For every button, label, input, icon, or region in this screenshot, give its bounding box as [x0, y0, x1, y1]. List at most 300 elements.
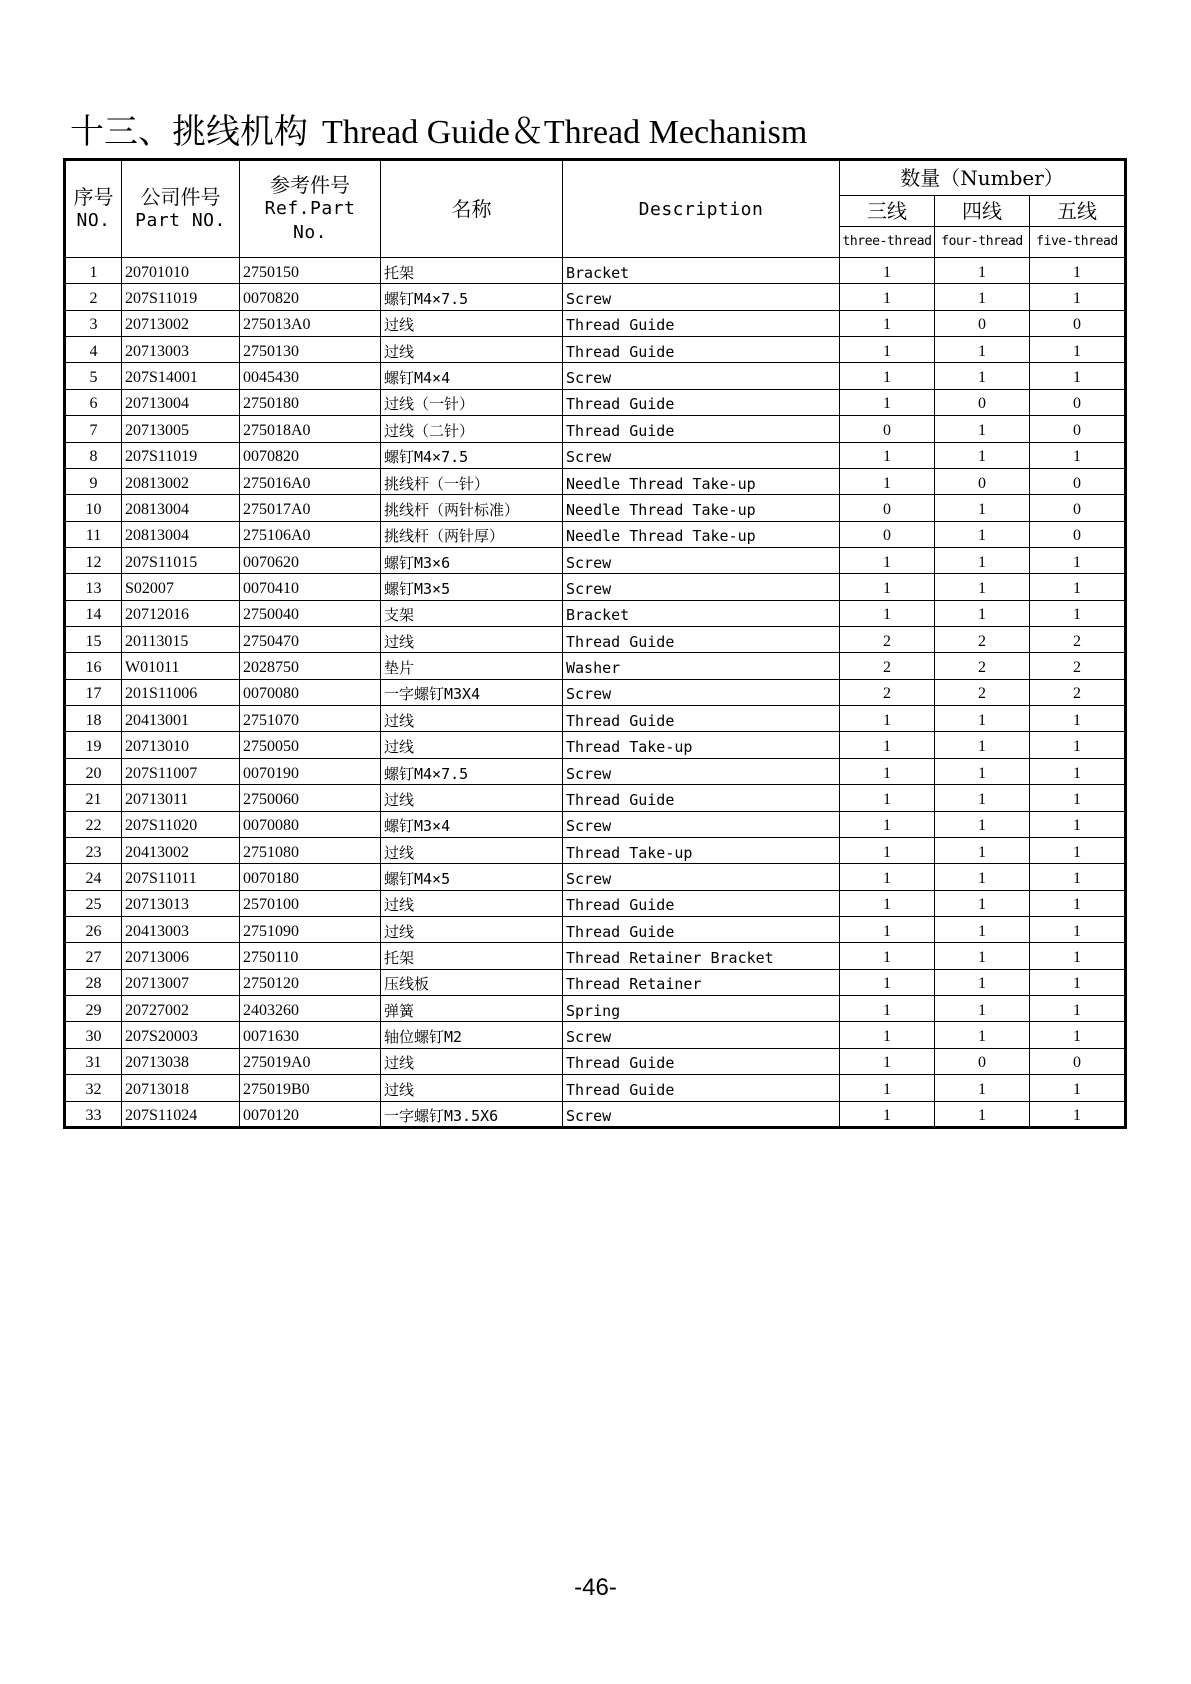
qty-three-thread: 1 — [840, 890, 935, 916]
table-row — [65, 468, 1126, 494]
row-number: 3 — [65, 310, 122, 336]
qty-four-thread: 1 — [935, 416, 1030, 442]
part-description: Thread Take-up — [563, 837, 840, 863]
table-row — [65, 864, 1126, 890]
ref-part-number: 2750040 — [240, 600, 381, 626]
part-description: Thread Guide — [563, 785, 840, 811]
part-name-cn: 托架 — [381, 258, 563, 284]
qty-five-thread: 1 — [1030, 916, 1126, 942]
ref-part-number: 2750130 — [240, 337, 381, 363]
part-description: Screw — [563, 574, 840, 600]
row-number: 23 — [65, 837, 122, 863]
header-four-thread-en: four-thread — [935, 227, 1030, 258]
part-number: 20701010 — [122, 258, 240, 284]
part-number: 207S11019 — [122, 284, 240, 310]
qty-five-thread: 1 — [1030, 600, 1126, 626]
qty-three-thread: 1 — [840, 1075, 935, 1101]
part-description: Thread Take-up — [563, 732, 840, 758]
page-title-cn: 十三、挑线机构 — [70, 112, 308, 152]
table-row — [65, 969, 1126, 995]
ref-part-number: 275018A0 — [240, 416, 381, 442]
qty-five-thread: 1 — [1030, 337, 1126, 363]
row-number: 29 — [65, 996, 122, 1022]
table-row — [65, 706, 1126, 732]
qty-three-thread: 1 — [840, 1101, 935, 1127]
row-number: 33 — [65, 1101, 122, 1127]
qty-five-thread: 1 — [1030, 1101, 1126, 1127]
qty-five-thread: 1 — [1030, 1075, 1126, 1101]
qty-four-thread: 1 — [935, 521, 1030, 547]
ref-part-number: 2750180 — [240, 389, 381, 415]
part-description: Needle Thread Take-up — [563, 521, 840, 547]
ref-part-number: 275016A0 — [240, 468, 381, 494]
qty-four-thread: 1 — [935, 996, 1030, 1022]
qty-five-thread: 1 — [1030, 837, 1126, 863]
part-number: W01011 — [122, 653, 240, 679]
part-description: Screw — [563, 758, 840, 784]
qty-four-thread: 2 — [935, 653, 1030, 679]
header-quantity-label: 数量（Number） — [900, 166, 1064, 190]
row-number: 1 — [65, 258, 122, 284]
qty-five-thread: 1 — [1030, 864, 1126, 890]
qty-three-thread: 0 — [840, 416, 935, 442]
qty-three-thread: 1 — [840, 1048, 935, 1074]
part-name-cn: 轴位螺钉M2 — [381, 1022, 563, 1048]
header-name-label: 名称 — [451, 197, 492, 221]
header-five-thread-en: five-thread — [1030, 227, 1126, 258]
part-number: 20727002 — [122, 996, 240, 1022]
part-number: 207S11011 — [122, 864, 240, 890]
row-number: 21 — [65, 785, 122, 811]
table-row — [65, 495, 1126, 521]
table-row — [65, 943, 1126, 969]
row-number: 32 — [65, 1075, 122, 1101]
qty-three-thread: 1 — [840, 837, 935, 863]
qty-three-thread: 1 — [840, 785, 935, 811]
qty-five-thread: 1 — [1030, 996, 1126, 1022]
qty-four-thread: 0 — [935, 389, 1030, 415]
header-part — [122, 160, 240, 258]
ref-part-number: 0070190 — [240, 758, 381, 784]
row-number: 17 — [65, 679, 122, 705]
table-row — [65, 627, 1126, 653]
part-name-cn: 过线 — [381, 310, 563, 336]
row-number: 4 — [65, 337, 122, 363]
qty-five-thread: 0 — [1030, 416, 1126, 442]
part-name-cn: 螺钉M3×6 — [381, 547, 563, 573]
parts-table-body — [65, 258, 1126, 1128]
part-number: 207S14001 — [122, 363, 240, 389]
part-description: Thread Retainer — [563, 969, 840, 995]
qty-three-thread: 1 — [840, 258, 935, 284]
qty-three-thread: 1 — [840, 758, 935, 784]
qty-three-thread: 1 — [840, 547, 935, 573]
ref-part-number: 2750470 — [240, 627, 381, 653]
qty-five-thread: 1 — [1030, 943, 1126, 969]
part-name-cn: 托架 — [381, 943, 563, 969]
part-description: Thread Guide — [563, 416, 840, 442]
row-number: 18 — [65, 706, 122, 732]
part-name-cn: 压线板 — [381, 969, 563, 995]
part-description: Bracket — [563, 258, 840, 284]
table-row — [65, 600, 1126, 626]
part-description: Screw — [563, 1022, 840, 1048]
part-number: 20413002 — [122, 837, 240, 863]
qty-five-thread: 0 — [1030, 495, 1126, 521]
header-three-thread-cn: 三线 — [840, 196, 935, 227]
table-row — [65, 1048, 1126, 1074]
header-ref-en-1: Ref.Part — [264, 198, 356, 219]
part-number: 20712016 — [122, 600, 240, 626]
header-description-label: Description — [638, 199, 764, 220]
row-number: 5 — [65, 363, 122, 389]
qty-three-thread: 0 — [840, 521, 935, 547]
part-description: Washer — [563, 653, 840, 679]
qty-three-thread: 1 — [840, 337, 935, 363]
row-number: 7 — [65, 416, 122, 442]
part-name-cn: 挑线杆（一针） — [381, 468, 563, 494]
header-part-cn: 公司件号 — [140, 185, 221, 209]
part-name-cn: 过线 — [381, 1048, 563, 1074]
table-row — [65, 547, 1126, 573]
part-number: 207S11007 — [122, 758, 240, 784]
qty-five-thread: 1 — [1030, 574, 1126, 600]
page-title-en: Thread Guide＆Thread Mechanism — [322, 114, 808, 151]
qty-four-thread: 1 — [935, 258, 1030, 284]
part-name-cn: 一字螺钉M3X4 — [381, 679, 563, 705]
qty-three-thread: 1 — [840, 969, 935, 995]
table-row — [65, 785, 1126, 811]
qty-four-thread: 1 — [935, 337, 1030, 363]
qty-four-thread: 1 — [935, 864, 1030, 890]
qty-five-thread: 1 — [1030, 969, 1126, 995]
ref-part-number: 2750060 — [240, 785, 381, 811]
qty-three-thread: 1 — [840, 864, 935, 890]
part-number: 20713006 — [122, 943, 240, 969]
qty-five-thread: 0 — [1030, 521, 1126, 547]
part-number: 20713011 — [122, 785, 240, 811]
qty-three-thread: 2 — [840, 653, 935, 679]
part-number: 207S11019 — [122, 442, 240, 468]
part-name-cn: 过线 — [381, 785, 563, 811]
qty-five-thread: 1 — [1030, 1022, 1126, 1048]
qty-five-thread: 1 — [1030, 811, 1126, 837]
part-name-cn: 过线 — [381, 627, 563, 653]
part-number: 20713003 — [122, 337, 240, 363]
qty-three-thread: 1 — [840, 943, 935, 969]
part-number: 20713005 — [122, 416, 240, 442]
part-description: Thread Guide — [563, 890, 840, 916]
part-description: Screw — [563, 811, 840, 837]
ref-part-number: 2750050 — [240, 732, 381, 758]
ref-part-number: 2750150 — [240, 258, 381, 284]
header-ref-en-2: No. — [292, 222, 327, 243]
table-row — [65, 416, 1126, 442]
ref-part-number: 0071630 — [240, 1022, 381, 1048]
row-number: 28 — [65, 969, 122, 995]
qty-four-thread: 1 — [935, 758, 1030, 784]
part-description: Spring — [563, 996, 840, 1022]
part-number: 20413001 — [122, 706, 240, 732]
qty-five-thread: 1 — [1030, 547, 1126, 573]
part-name-cn: 挑线杆（两针厚） — [381, 521, 563, 547]
part-name-cn: 螺钉M4×4 — [381, 363, 563, 389]
part-number: 20813004 — [122, 521, 240, 547]
table-row — [65, 1075, 1126, 1101]
part-number: 20713013 — [122, 890, 240, 916]
table-row — [65, 758, 1126, 784]
qty-four-thread: 1 — [935, 811, 1030, 837]
ref-part-number: 0070080 — [240, 679, 381, 705]
qty-four-thread: 1 — [935, 600, 1030, 626]
part-name-cn: 过线（二针） — [381, 416, 563, 442]
table-row — [65, 1022, 1126, 1048]
qty-three-thread: 1 — [840, 389, 935, 415]
row-number: 12 — [65, 547, 122, 573]
part-number: 20713004 — [122, 389, 240, 415]
header-ref-cn: 参考件号 — [270, 173, 350, 197]
part-name-cn: 过线（一针） — [381, 389, 563, 415]
part-name-cn: 螺钉M4×7.5 — [381, 758, 563, 784]
ref-part-number: 2751070 — [240, 706, 381, 732]
part-description: Thread Guide — [563, 916, 840, 942]
ref-part-number: 0070820 — [240, 442, 381, 468]
part-number: 201S11006 — [122, 679, 240, 705]
qty-four-thread: 1 — [935, 837, 1030, 863]
qty-three-thread: 0 — [840, 495, 935, 521]
table-row — [65, 996, 1126, 1022]
table-row — [65, 521, 1126, 547]
part-description: Thread Guide — [563, 1075, 840, 1101]
qty-five-thread: 0 — [1030, 389, 1126, 415]
part-description: Thread Guide — [563, 627, 840, 653]
table-row — [65, 284, 1126, 310]
header-four-thread-cn: 四线 — [935, 196, 1030, 227]
ref-part-number: 2403260 — [240, 996, 381, 1022]
qty-five-thread: 2 — [1030, 627, 1126, 653]
row-number: 31 — [65, 1048, 122, 1074]
qty-five-thread: 1 — [1030, 706, 1126, 732]
qty-four-thread: 1 — [935, 943, 1030, 969]
part-name-cn: 过线 — [381, 890, 563, 916]
part-name-cn: 过线 — [381, 732, 563, 758]
qty-five-thread: 0 — [1030, 468, 1126, 494]
qty-four-thread: 1 — [935, 732, 1030, 758]
qty-five-thread: 1 — [1030, 785, 1126, 811]
qty-four-thread: 1 — [935, 706, 1030, 732]
part-description: Thread Guide — [563, 389, 840, 415]
qty-four-thread: 1 — [935, 284, 1030, 310]
part-number: 20713002 — [122, 310, 240, 336]
part-description: Screw — [563, 679, 840, 705]
qty-four-thread: 0 — [935, 310, 1030, 336]
parts-table — [63, 158, 1127, 1129]
ref-part-number: 275017A0 — [240, 495, 381, 521]
qty-three-thread: 2 — [840, 627, 935, 653]
ref-part-number: 0070080 — [240, 811, 381, 837]
qty-three-thread: 2 — [840, 679, 935, 705]
part-name-cn: 弹簧 — [381, 996, 563, 1022]
part-number: 20113015 — [122, 627, 240, 653]
qty-four-thread: 1 — [935, 1075, 1030, 1101]
part-description: Bracket — [563, 600, 840, 626]
ref-part-number: 0045430 — [240, 363, 381, 389]
table-row — [65, 363, 1126, 389]
header-ref — [240, 160, 381, 258]
row-number: 20 — [65, 758, 122, 784]
row-number: 2 — [65, 284, 122, 310]
qty-three-thread: 1 — [840, 574, 935, 600]
part-number: S02007 — [122, 574, 240, 600]
part-name-cn: 螺钉M3×5 — [381, 574, 563, 600]
table-row — [65, 837, 1126, 863]
part-description: Needle Thread Take-up — [563, 495, 840, 521]
header-seq-en: NO. — [76, 210, 111, 231]
part-number: 20713038 — [122, 1048, 240, 1074]
ref-part-number: 0070820 — [240, 284, 381, 310]
row-number: 22 — [65, 811, 122, 837]
ref-part-number: 0070180 — [240, 864, 381, 890]
qty-five-thread: 1 — [1030, 442, 1126, 468]
part-name-cn: 过线 — [381, 706, 563, 732]
row-number: 10 — [65, 495, 122, 521]
qty-three-thread: 1 — [840, 732, 935, 758]
part-description: Screw — [563, 1101, 840, 1127]
row-number: 15 — [65, 627, 122, 653]
part-description: Needle Thread Take-up — [563, 468, 840, 494]
row-number: 13 — [65, 574, 122, 600]
row-number: 6 — [65, 389, 122, 415]
header-three-thread-en: three-thread — [840, 227, 935, 258]
qty-four-thread: 1 — [935, 785, 1030, 811]
qty-five-thread: 2 — [1030, 679, 1126, 705]
header-quantity — [840, 160, 1126, 196]
qty-five-thread: 0 — [1030, 310, 1126, 336]
table-row — [65, 732, 1126, 758]
ref-part-number: 0070120 — [240, 1101, 381, 1127]
part-number: 20713018 — [122, 1075, 240, 1101]
part-name-cn: 过线 — [381, 837, 563, 863]
qty-four-thread: 1 — [935, 442, 1030, 468]
part-description: Thread Guide — [563, 310, 840, 336]
qty-five-thread: 1 — [1030, 363, 1126, 389]
qty-four-thread: 2 — [935, 627, 1030, 653]
qty-four-thread: 1 — [935, 969, 1030, 995]
ref-part-number: 2750120 — [240, 969, 381, 995]
qty-three-thread: 1 — [840, 468, 935, 494]
qty-four-thread: 1 — [935, 495, 1030, 521]
row-number: 8 — [65, 442, 122, 468]
qty-three-thread: 1 — [840, 600, 935, 626]
row-number: 26 — [65, 916, 122, 942]
qty-four-thread: 1 — [935, 1022, 1030, 1048]
ref-part-number: 275106A0 — [240, 521, 381, 547]
qty-five-thread: 1 — [1030, 732, 1126, 758]
qty-five-thread: 1 — [1030, 284, 1126, 310]
row-number: 25 — [65, 890, 122, 916]
header-seq-cn: 序号 — [73, 185, 114, 209]
part-description: Screw — [563, 442, 840, 468]
table-row — [65, 679, 1126, 705]
part-description: Screw — [563, 363, 840, 389]
table-row — [65, 890, 1126, 916]
qty-three-thread: 1 — [840, 284, 935, 310]
part-name-cn: 支架 — [381, 600, 563, 626]
table-row — [65, 811, 1126, 837]
row-number: 27 — [65, 943, 122, 969]
table-row — [65, 310, 1126, 336]
row-number: 30 — [65, 1022, 122, 1048]
part-number: 207S11020 — [122, 811, 240, 837]
part-name-cn: 一字螺钉M3.5X6 — [381, 1101, 563, 1127]
header-description — [563, 160, 840, 258]
part-name-cn: 过线 — [381, 1075, 563, 1101]
part-name-cn: 螺钉M4×7.5 — [381, 284, 563, 310]
ref-part-number: 275019B0 — [240, 1075, 381, 1101]
qty-three-thread: 1 — [840, 363, 935, 389]
table-row — [65, 389, 1126, 415]
part-description: Screw — [563, 284, 840, 310]
qty-four-thread: 1 — [935, 1101, 1030, 1127]
qty-five-thread: 0 — [1030, 1048, 1126, 1074]
part-description: Thread Guide — [563, 337, 840, 363]
qty-four-thread: 1 — [935, 363, 1030, 389]
part-description: Screw — [563, 547, 840, 573]
part-description: Screw — [563, 864, 840, 890]
ref-part-number: 2570100 — [240, 890, 381, 916]
qty-three-thread: 1 — [840, 916, 935, 942]
qty-three-thread: 1 — [840, 310, 935, 336]
ref-part-number: 275019A0 — [240, 1048, 381, 1074]
qty-five-thread: 1 — [1030, 258, 1126, 284]
part-name-cn: 过线 — [381, 337, 563, 363]
part-number: 20713007 — [122, 969, 240, 995]
row-number: 16 — [65, 653, 122, 679]
ref-part-number: 275013A0 — [240, 310, 381, 336]
header-five-thread-cn: 五线 — [1030, 196, 1126, 227]
qty-five-thread: 2 — [1030, 653, 1126, 679]
part-number: 20813002 — [122, 468, 240, 494]
header-part-en: Part NO. — [135, 210, 226, 231]
ref-part-number: 0070410 — [240, 574, 381, 600]
qty-four-thread: 0 — [935, 468, 1030, 494]
page-title — [70, 112, 807, 153]
part-description: Thread Retainer Bracket — [563, 943, 840, 969]
qty-five-thread: 1 — [1030, 758, 1126, 784]
qty-four-thread: 2 — [935, 679, 1030, 705]
page-number: -46- — [574, 1574, 617, 1601]
table-row — [65, 1101, 1126, 1127]
qty-four-thread: 1 — [935, 547, 1030, 573]
row-number: 14 — [65, 600, 122, 626]
part-name-cn: 挑线杆（两针标准） — [381, 495, 563, 521]
qty-four-thread: 1 — [935, 890, 1030, 916]
part-number: 207S20003 — [122, 1022, 240, 1048]
qty-three-thread: 1 — [840, 706, 935, 732]
part-number: 20713010 — [122, 732, 240, 758]
table-row — [65, 258, 1126, 284]
qty-three-thread: 1 — [840, 442, 935, 468]
ref-part-number: 2751080 — [240, 837, 381, 863]
row-number: 9 — [65, 468, 122, 494]
part-number: 207S11024 — [122, 1101, 240, 1127]
part-number: 207S11015 — [122, 547, 240, 573]
table-row — [65, 916, 1126, 942]
header-seq — [65, 160, 122, 258]
ref-part-number: 2750110 — [240, 943, 381, 969]
table-row — [65, 337, 1126, 363]
row-number: 11 — [65, 521, 122, 547]
